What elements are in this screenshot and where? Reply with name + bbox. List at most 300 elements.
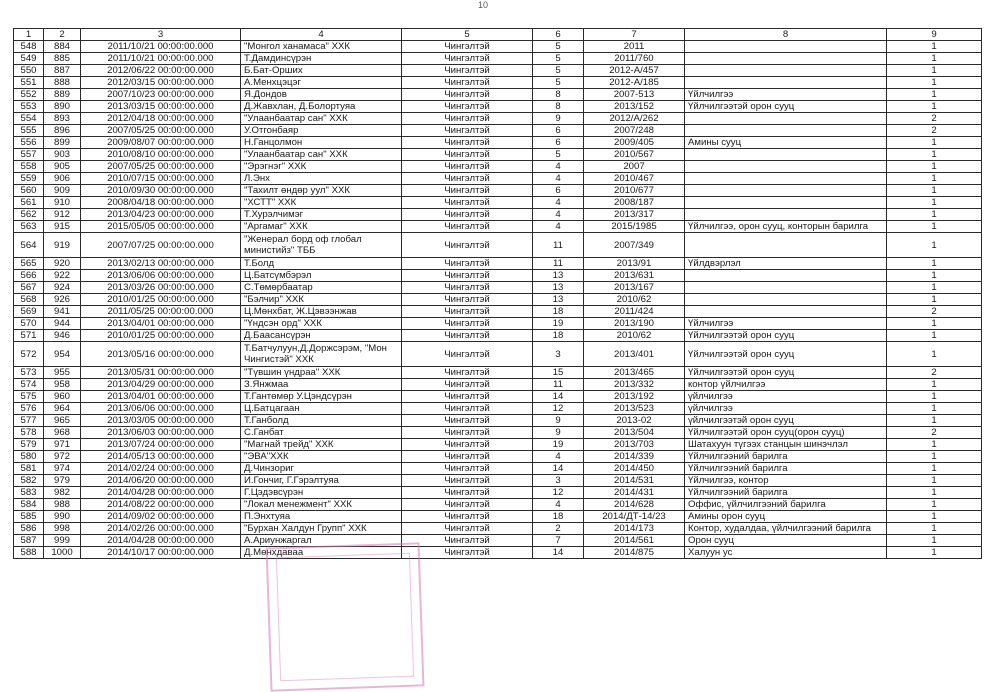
district-cell: Чингэлтэй <box>402 439 533 451</box>
district-cell: Чингэлтэй <box>402 306 533 318</box>
district-cell: Чингэлтэй <box>402 101 533 113</box>
owner-cell: Т.Батчулуун,Д.Доржсэрэм, "Мон Чингистэй" ХХК <box>241 342 402 367</box>
header-row <box>14 29 982 41</box>
table-row <box>14 209 982 221</box>
date-cell: 2011/10/21 00:00:00.000 <box>81 53 241 65</box>
owner-cell: П.Энхтуяа <box>241 511 402 523</box>
count-cell: 1 <box>887 463 982 475</box>
district-cell: Чингэлтэй <box>402 173 533 185</box>
table-row <box>14 233 982 258</box>
owner-cell: Ц.Мөнхбат, Ж.Цэвээнжав <box>241 306 402 318</box>
owner-cell: Т.Болд <box>241 258 402 270</box>
owner-cell: "Улаанбаатар сан" ХХК <box>241 149 402 161</box>
district-cell: Чингэлтэй <box>402 415 533 427</box>
khoroo-cell: 19 <box>533 318 584 330</box>
permit-number: 2012-А/457 <box>584 65 685 77</box>
table-row <box>14 89 982 101</box>
district-cell: Чингэлтэй <box>402 403 533 415</box>
khoroo-cell: 12 <box>533 487 584 499</box>
count-cell: 1 <box>887 41 982 53</box>
district-cell: Чингэлтэй <box>402 451 533 463</box>
row-number: 566 <box>14 270 44 282</box>
row-number: 550 <box>14 65 44 77</box>
count-cell: 1 <box>887 197 982 209</box>
owner-cell: Т.Хурэлчимэг <box>241 209 402 221</box>
date-cell: 2013/04/01 00:00:00.000 <box>81 318 241 330</box>
date-cell: 2014/05/13 00:00:00.000 <box>81 451 241 463</box>
count-cell: 1 <box>887 161 982 173</box>
record-id: 896 <box>44 125 81 137</box>
permit-number: 2014/431 <box>584 487 685 499</box>
permit-number: 2014/339 <box>584 451 685 463</box>
owner-cell: Я.Дондов <box>241 89 402 101</box>
row-number: 577 <box>14 415 44 427</box>
record-id: 888 <box>44 77 81 89</box>
col-header-9: 9 <box>887 29 982 41</box>
row-number: 582 <box>14 475 44 487</box>
owner-cell: Ц.Батцагаан <box>241 403 402 415</box>
district-cell: Чингэлтэй <box>402 125 533 137</box>
permit-number: 2013-02 <box>584 415 685 427</box>
owner-cell: "Магнай трейд" ХХК <box>241 439 402 451</box>
purpose-cell <box>685 53 887 65</box>
khoroo-cell: 11 <box>533 233 584 258</box>
table-row <box>14 77 982 89</box>
table-row <box>14 487 982 499</box>
row-number: 585 <box>14 511 44 523</box>
purpose-cell <box>685 233 887 258</box>
row-number: 551 <box>14 77 44 89</box>
permit-number: 2007-513 <box>584 89 685 101</box>
purpose-cell: Үйлчилгээтэй орон сууц <box>685 101 887 113</box>
khoroo-cell: 5 <box>533 53 584 65</box>
district-cell: Чингэлтэй <box>402 547 533 559</box>
date-cell: 2012/04/18 00:00:00.000 <box>81 113 241 125</box>
purpose-cell: үйлчилгээтэй орон сууц <box>685 415 887 427</box>
purpose-cell: Үйлчилгээний барилга <box>685 463 887 475</box>
purpose-cell: Үйлчилгээтэй орон сууц <box>685 330 887 342</box>
row-number: 568 <box>14 294 44 306</box>
record-id: 982 <box>44 487 81 499</box>
permit-number: 2013/167 <box>584 282 685 294</box>
khoroo-cell: 7 <box>533 535 584 547</box>
purpose-cell: Халуун ус <box>685 547 887 559</box>
owner-cell: Б.Бат-Орших <box>241 65 402 77</box>
table-row <box>14 391 982 403</box>
purpose-cell: Үйлчилгээтэй орон сууц <box>685 367 887 379</box>
table-row <box>14 475 982 487</box>
row-number: 552 <box>14 89 44 101</box>
row-number: 558 <box>14 161 44 173</box>
record-id: 941 <box>44 306 81 318</box>
table-row <box>14 535 982 547</box>
purpose-cell <box>685 113 887 125</box>
owner-cell: "Монгол ханамаса" ХХК <box>241 41 402 53</box>
table-row <box>14 379 982 391</box>
khoroo-cell: 19 <box>533 439 584 451</box>
table-row <box>14 41 982 53</box>
col-header-6: 6 <box>533 29 584 41</box>
date-cell: 2008/04/18 00:00:00.000 <box>81 197 241 209</box>
owner-cell: Г.Цэдэвсүрэн <box>241 487 402 499</box>
record-id: 988 <box>44 499 81 511</box>
table-row <box>14 463 982 475</box>
owner-cell: Д.Мөнхдаваа <box>241 547 402 559</box>
owner-cell: "ХСТТ" ХХК <box>241 197 402 209</box>
count-cell: 1 <box>887 185 982 197</box>
permit-number: 2013/465 <box>584 367 685 379</box>
owner-cell: Д.Жавхлан, Д.Болортуяа <box>241 101 402 113</box>
count-cell: 1 <box>887 270 982 282</box>
khoroo-cell: 18 <box>533 306 584 318</box>
khoroo-cell: 9 <box>533 415 584 427</box>
khoroo-cell: 5 <box>533 149 584 161</box>
district-cell: Чингэлтэй <box>402 77 533 89</box>
permit-number: 2009/405 <box>584 137 685 149</box>
permit-number: 2007 <box>584 161 685 173</box>
table-row <box>14 53 982 65</box>
count-cell: 1 <box>887 391 982 403</box>
record-id: 998 <box>44 523 81 535</box>
row-number: 579 <box>14 439 44 451</box>
table-row <box>14 258 982 270</box>
khoroo-cell: 13 <box>533 282 584 294</box>
permit-number: 2013/317 <box>584 209 685 221</box>
date-cell: 2007/10/23 00:00:00.000 <box>81 89 241 101</box>
date-cell: 2013/06/06 00:00:00.000 <box>81 270 241 282</box>
page-number: 10 <box>478 0 489 10</box>
table-row <box>14 161 982 173</box>
khoroo-cell: 13 <box>533 294 584 306</box>
purpose-cell <box>685 65 887 77</box>
record-id: 958 <box>44 379 81 391</box>
purpose-cell <box>685 149 887 161</box>
date-cell: 2014/02/24 00:00:00.000 <box>81 463 241 475</box>
permit-number: 2010/62 <box>584 294 685 306</box>
khoroo-cell: 14 <box>533 391 584 403</box>
district-cell: Чингэлтэй <box>402 379 533 391</box>
row-number: 572 <box>14 342 44 367</box>
row-number: 583 <box>14 487 44 499</box>
date-cell: 2013/03/05 00:00:00.000 <box>81 415 241 427</box>
khoroo-cell: 3 <box>533 342 584 367</box>
purpose-cell <box>685 185 887 197</box>
khoroo-cell: 11 <box>533 258 584 270</box>
row-number: 548 <box>14 41 44 53</box>
date-cell: 2014/04/28 00:00:00.000 <box>81 487 241 499</box>
record-id: 903 <box>44 149 81 161</box>
permit-number: 2014/ДТ-14/23 <box>584 511 685 523</box>
count-cell: 1 <box>887 499 982 511</box>
row-number: 557 <box>14 149 44 161</box>
owner-cell: Д.Баасансүрэн <box>241 330 402 342</box>
district-cell: Чингэлтэй <box>402 535 533 547</box>
count-cell: 1 <box>887 523 982 535</box>
khoroo-cell: 4 <box>533 197 584 209</box>
khoroo-cell: 4 <box>533 161 584 173</box>
record-id: 890 <box>44 101 81 113</box>
district-cell: Чингэлтэй <box>402 233 533 258</box>
purpose-cell <box>685 294 887 306</box>
district-cell: Чингэлтэй <box>402 65 533 77</box>
count-cell: 1 <box>887 451 982 463</box>
row-number: 567 <box>14 282 44 294</box>
khoroo-cell: 5 <box>533 77 584 89</box>
date-cell: 2010/09/30 00:00:00.000 <box>81 185 241 197</box>
table-row <box>14 403 982 415</box>
count-cell: 2 <box>887 306 982 318</box>
khoroo-cell: 12 <box>533 403 584 415</box>
count-cell: 1 <box>887 342 982 367</box>
purpose-cell: Үйлчилгээний барилга <box>685 487 887 499</box>
permit-number: 2014/450 <box>584 463 685 475</box>
district-cell: Чингэлтэй <box>402 258 533 270</box>
khoroo-cell: 6 <box>533 137 584 149</box>
table-row <box>14 125 982 137</box>
col-header-4: 4 <box>241 29 402 41</box>
date-cell: 2010/01/25 00:00:00.000 <box>81 330 241 342</box>
district-cell: Чингэлтэй <box>402 463 533 475</box>
row-number: 588 <box>14 547 44 559</box>
count-cell: 1 <box>887 65 982 77</box>
permit-number: 2014/561 <box>584 535 685 547</box>
record-id: 910 <box>44 197 81 209</box>
purpose-cell: Үйлчилгээний барилга <box>685 451 887 463</box>
permit-number: 2013/91 <box>584 258 685 270</box>
owner-cell: И.Гончиг, Г.Гэрэлтуяа <box>241 475 402 487</box>
khoroo-cell: 14 <box>533 547 584 559</box>
district-cell: Чингэлтэй <box>402 391 533 403</box>
table-row <box>14 427 982 439</box>
count-cell: 1 <box>887 137 982 149</box>
purpose-cell: Контор, худалдаа, үйлчилгээний барилга <box>685 523 887 535</box>
owner-cell: Т.Гантөмөр У.Цэндсүрэн <box>241 391 402 403</box>
col-header-2: 2 <box>44 29 81 41</box>
owner-cell: А.Ариунжаргал <box>241 535 402 547</box>
permit-number: 2013/504 <box>584 427 685 439</box>
date-cell: 2015/05/05 00:00:00.000 <box>81 221 241 233</box>
permit-number: 2013/631 <box>584 270 685 282</box>
purpose-cell: Үйлчилгээ <box>685 89 887 101</box>
owner-cell: "Тахилт өндөр уул" ХХК <box>241 185 402 197</box>
row-number: 581 <box>14 463 44 475</box>
date-cell: 2011/05/25 00:00:00.000 <box>81 306 241 318</box>
count-cell: 1 <box>887 547 982 559</box>
owner-cell: "Бурхан Халдун Групп" ХХК <box>241 523 402 535</box>
count-cell: 1 <box>887 101 982 113</box>
permit-number: 2013/523 <box>584 403 685 415</box>
row-number: 584 <box>14 499 44 511</box>
date-cell: 2013/02/13 00:00:00.000 <box>81 258 241 270</box>
date-cell: 2014/06/20 00:00:00.000 <box>81 475 241 487</box>
table-row <box>14 197 982 209</box>
count-cell: 1 <box>887 294 982 306</box>
record-id: 926 <box>44 294 81 306</box>
date-cell: 2011/10/21 00:00:00.000 <box>81 41 241 53</box>
table-row <box>14 282 982 294</box>
date-cell: 2014/08/22 00:00:00.000 <box>81 499 241 511</box>
row-number: 555 <box>14 125 44 137</box>
table-row <box>14 173 982 185</box>
owner-cell: Т.Дамдинсүрэн <box>241 53 402 65</box>
permit-number: 2010/677 <box>584 185 685 197</box>
owner-cell: У.Отгонбаяр <box>241 125 402 137</box>
date-cell: 2007/07/25 00:00:00.000 <box>81 233 241 258</box>
record-id: 972 <box>44 451 81 463</box>
col-header-8: 8 <box>685 29 887 41</box>
table-row <box>14 415 982 427</box>
owner-cell: Д.Чинзориг <box>241 463 402 475</box>
date-cell: 2007/05/25 00:00:00.000 <box>81 125 241 137</box>
table-row <box>14 451 982 463</box>
permit-number: 2011 <box>584 41 685 53</box>
table-row <box>14 65 982 77</box>
date-cell: 2014/04/28 00:00:00.000 <box>81 535 241 547</box>
date-cell: 2010/01/25 00:00:00.000 <box>81 294 241 306</box>
permit-number: 2013/152 <box>584 101 685 113</box>
district-cell: Чингэлтэй <box>402 113 533 125</box>
khoroo-cell: 6 <box>533 185 584 197</box>
date-cell: 2013/05/31 00:00:00.000 <box>81 367 241 379</box>
count-cell: 1 <box>887 403 982 415</box>
date-cell: 2014/02/26 00:00:00.000 <box>81 523 241 535</box>
district-cell: Чингэлтэй <box>402 511 533 523</box>
permit-number: 2011/424 <box>584 306 685 318</box>
district-cell: Чингэлтэй <box>402 197 533 209</box>
khoroo-cell: 4 <box>533 209 584 221</box>
table-row <box>14 221 982 233</box>
count-cell: 1 <box>887 233 982 258</box>
record-id: 919 <box>44 233 81 258</box>
purpose-cell <box>685 306 887 318</box>
count-cell: 1 <box>887 77 982 89</box>
permit-number: 2010/467 <box>584 173 685 185</box>
count-cell: 1 <box>887 330 982 342</box>
khoroo-cell: 5 <box>533 65 584 77</box>
khoroo-cell: 14 <box>533 463 584 475</box>
district-cell: Чингэлтэй <box>402 137 533 149</box>
count-cell: 1 <box>887 487 982 499</box>
count-cell: 1 <box>887 53 982 65</box>
khoroo-cell: 8 <box>533 89 584 101</box>
date-cell: 2013/03/15 00:00:00.000 <box>81 101 241 113</box>
table-row <box>14 439 982 451</box>
khoroo-cell: 8 <box>533 101 584 113</box>
owner-cell: Ц.Батсүмбэрэл <box>241 270 402 282</box>
col-header-5: 5 <box>402 29 533 41</box>
row-number: 556 <box>14 137 44 149</box>
record-id: 893 <box>44 113 81 125</box>
district-cell: Чингэлтэй <box>402 185 533 197</box>
date-cell: 2007/05/25 00:00:00.000 <box>81 161 241 173</box>
khoroo-cell: 5 <box>533 41 584 53</box>
permit-number: 2012/А/262 <box>584 113 685 125</box>
record-id: 971 <box>44 439 81 451</box>
record-id: 999 <box>44 535 81 547</box>
owner-cell: Т.Ганболд <box>241 415 402 427</box>
date-cell: 2013/04/23 00:00:00.000 <box>81 209 241 221</box>
date-cell: 2014/10/17 00:00:00.000 <box>81 547 241 559</box>
table-row <box>14 318 982 330</box>
col-header-7: 7 <box>584 29 685 41</box>
purpose-cell: Шатахуун түгээх станцын шинэчлэл <box>685 439 887 451</box>
purpose-cell: Амины сууц <box>685 137 887 149</box>
row-number: 565 <box>14 258 44 270</box>
purpose-cell: Үйлдвэрлэл <box>685 258 887 270</box>
owner-cell: "Бэлчир" ХХК <box>241 294 402 306</box>
purpose-cell <box>685 161 887 173</box>
record-id: 920 <box>44 258 81 270</box>
purpose-cell: контор үйлчилгээ <box>685 379 887 391</box>
permit-number: 2013/703 <box>584 439 685 451</box>
purpose-cell <box>685 270 887 282</box>
row-number: 561 <box>14 197 44 209</box>
owner-cell: "Женерал борд оф глобал министийз" ТББ <box>241 233 402 258</box>
permit-number: 2013/401 <box>584 342 685 367</box>
date-cell: 2013/06/06 00:00:00.000 <box>81 403 241 415</box>
district-cell: Чингэлтэй <box>402 209 533 221</box>
owner-cell: "ЭВА"ХХК <box>241 451 402 463</box>
purpose-cell <box>685 173 887 185</box>
permit-number: 2007/349 <box>584 233 685 258</box>
permit-register-table <box>13 28 982 559</box>
permit-number: 2008/187 <box>584 197 685 209</box>
record-id: 974 <box>44 463 81 475</box>
table-row <box>14 511 982 523</box>
count-cell: 2 <box>887 367 982 379</box>
record-id: 899 <box>44 137 81 149</box>
owner-cell: "Улаанбаатар сан" ХХК <box>241 113 402 125</box>
row-number: 569 <box>14 306 44 318</box>
record-id: 1000 <box>44 547 81 559</box>
row-number: 578 <box>14 427 44 439</box>
count-cell: 1 <box>887 535 982 547</box>
permit-number: 2010/567 <box>584 149 685 161</box>
count-cell: 2 <box>887 113 982 125</box>
record-id: 954 <box>44 342 81 367</box>
record-id: 946 <box>44 330 81 342</box>
khoroo-cell: 4 <box>533 221 584 233</box>
owner-cell: "Локал менежмент" ХХК <box>241 499 402 511</box>
count-cell: 1 <box>887 318 982 330</box>
count-cell: 1 <box>887 149 982 161</box>
record-id: 964 <box>44 403 81 415</box>
district-cell: Чингэлтэй <box>402 487 533 499</box>
row-number: 564 <box>14 233 44 258</box>
date-cell: 2013/04/01 00:00:00.000 <box>81 391 241 403</box>
record-id: 955 <box>44 367 81 379</box>
table-row <box>14 149 982 161</box>
row-number: 559 <box>14 173 44 185</box>
row-number: 574 <box>14 379 44 391</box>
table-row <box>14 342 982 367</box>
district-cell: Чингэлтэй <box>402 475 533 487</box>
record-id: 915 <box>44 221 81 233</box>
record-id: 924 <box>44 282 81 294</box>
row-number: 576 <box>14 403 44 415</box>
khoroo-cell: 9 <box>533 113 584 125</box>
table-row <box>14 499 982 511</box>
table-row <box>14 306 982 318</box>
owner-cell: "Аргамаг" ХХК <box>241 221 402 233</box>
row-number: 570 <box>14 318 44 330</box>
purpose-cell: Амины орон сууц <box>685 511 887 523</box>
district-cell: Чингэлтэй <box>402 270 533 282</box>
record-id: 906 <box>44 173 81 185</box>
date-cell: 2013/04/29 00:00:00.000 <box>81 379 241 391</box>
row-number: 571 <box>14 330 44 342</box>
row-number: 580 <box>14 451 44 463</box>
